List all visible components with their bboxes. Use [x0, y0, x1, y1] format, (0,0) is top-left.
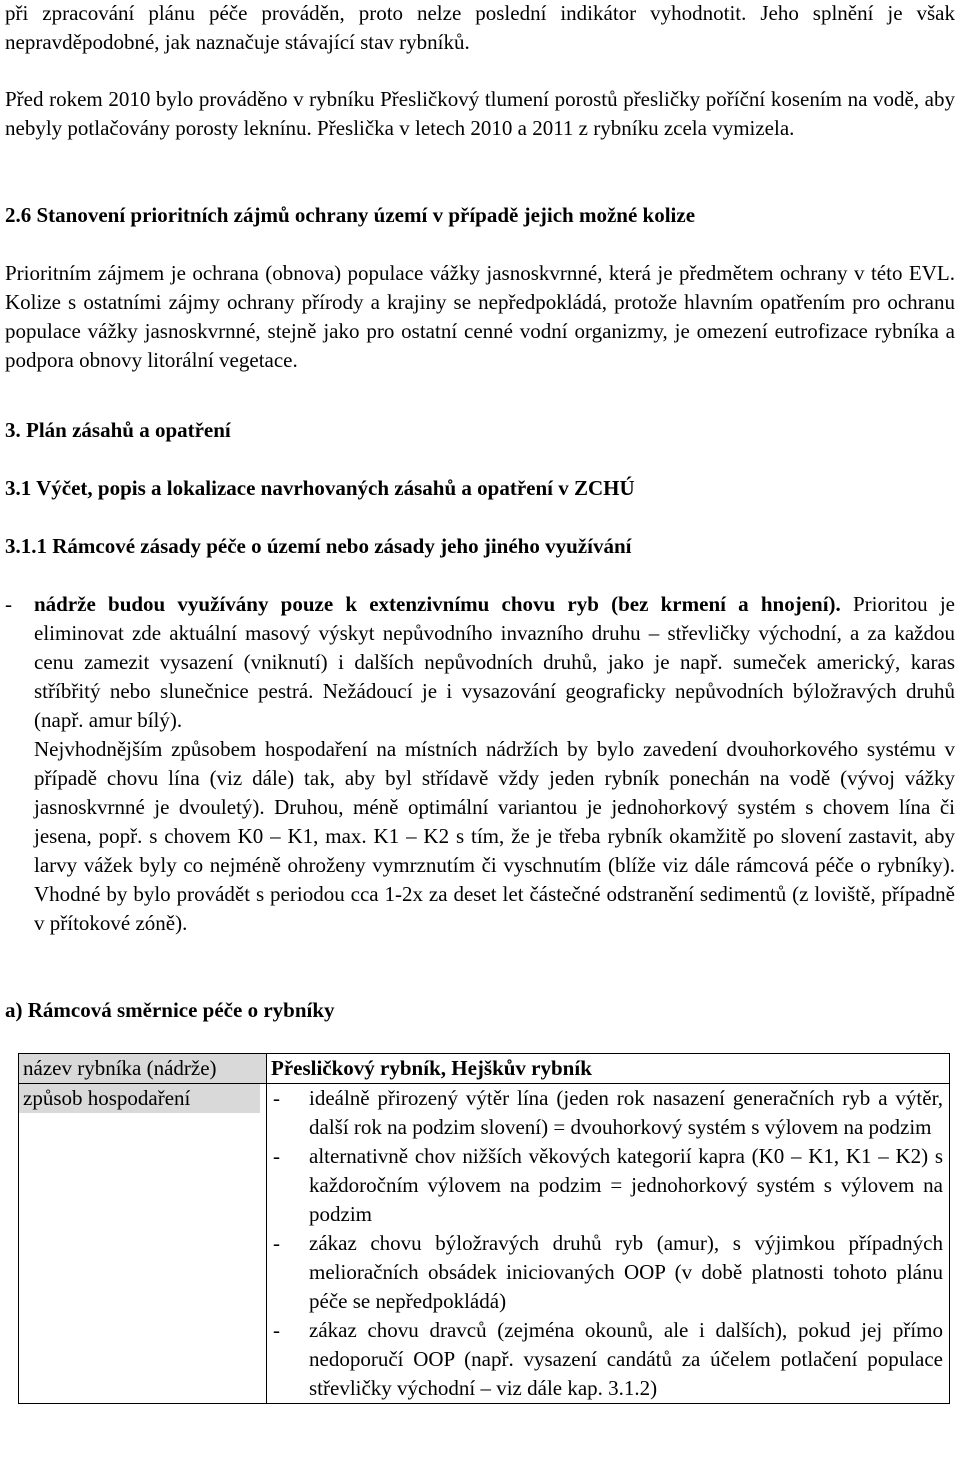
bullet-dash: -: [5, 592, 12, 616]
heading-2-6: 2.6 Stanovení prioritních zájmů ochrany území v případě jejich možné kolize: [5, 203, 696, 227]
heading-a: a) Rámcová směrnice péče o rybníky: [5, 998, 335, 1022]
heading-3-1-1: 3.1.1 Rámcové zásady péče o území nebo zásady jeho jiného využívání: [5, 534, 632, 558]
list-item: - zákaz chovu býložravých druhů ryb (amur), s výjimkou případných melioračních obsádek iniciovaných OOP (v době platnosti tohoto plánu péče se nepředpokládá): [273, 1231, 943, 1313]
intro-tail-paragraph: při zpracování plánu péče prováděn, proto nelze poslední indikátor vyhodnotit. Jeho splnění je však nepravděpodobné, jak naznačuje stávající stav rybníků.: [5, 1, 955, 54]
pond-guideline-table: [18, 1053, 950, 1404]
table-label-pond-name: název rybníka (nádrže): [19, 1054, 267, 1084]
bullet-text-priority: Prioritou je eliminovat zde aktuální masový výskyt nepůvodního invazního druhu – střevličky východní, a za každou cenu zamezit vysazení (vniknutí) i dalších nepůvodních druhů, jako je např. sumeček americký, karas stříbřitý nebo slunečnice pestrá. Nežádoucí je i vysazování geograficky nepůvodních býložravých druhů (např. amur bílý).: [34, 592, 956, 732]
bullet-bold-lead: nádrže budou využívány pouze k extenzivnímu chovu ryb (bez krmení a hnojení).: [34, 592, 841, 616]
table-label-management: způsob hospodaření: [19, 1084, 260, 1113]
heading-3: 3. Plán zásahů a opatření: [5, 418, 231, 442]
table-value-management: [267, 1084, 950, 1404]
table-row: [19, 1084, 950, 1404]
list-item: - alternativně chov nižších věkových kategorií kapra (K0 – K1, K1 – K2) s každoročním výlovem na podzim = jednohorkový systém s výlovem na podzim: [273, 1144, 943, 1226]
table-row: [19, 1054, 950, 1084]
paragraph-2-6: Prioritním zájmem je ochrana (obnova) populace vážky jasnoskvrnné, která je předmětem ochrany v této EVL. Kolize s ostatními zájmy ochrany přírody a krajiny se nepředpokládá, protože hlavním opatřením pro ochranu populace vážky jasnoskvrnné, stejně jako pro ostatní cenné vodní organizmy, je omezení eutrofizace rybníka a podpora obnovy litorální vegetace.: [5, 261, 955, 372]
bullet-text-management: Nejvhodnějším způsobem hospodaření na místních nádržích by bylo zavedení dvouhorkového systému v případě chovu lína (viz dále) tak, aby byl střídavě vždy jeden rybník ponechán na vodě (vývoj vážky jasnoskvrnné je dvouletý). Druhou, méně optimální variantou je jednohorkový systém s chovem lína či jesena, popř. s chovem K0 – K1, max. K1 – K2 s tím, že je třeba rybník okamžitě po slovení zastavit, aby larvy vážek byly co nejméně ohroženy vymrznutím či vyschnutím (blíže viz dále rámcová péče o rybníky). Vhodné by bylo provádět s periodou cca 1-2x za deset let částečné odstranění sedimentů (z loviště, případně v přítokové zóně).: [34, 737, 955, 935]
paragraph-prior-2010: Před rokem 2010 bylo prováděno v rybníku Přesličkový tlumení porostů přesličky poříční kosením na vodě, aby nebyly potlačovány porosty leknínu. Přeslička v letech 2010 a 2011 z rybníku zcela vymizela.: [5, 87, 955, 140]
list-item: - zákaz chovu dravců (zejména okounů, ale i dalších), pokud jej přímo nedoporučí OOP (např. vysazení candátů za účelem potlačení populace střevličky východní – viz dále kap. 3.1.2): [273, 1318, 943, 1400]
heading-3-1: 3.1 Výčet, popis a lokalizace navrhovaných zásahů a opatření v ZCHÚ: [5, 476, 635, 500]
table-value-pond-name: Přesličkový rybník, Hejškův rybník: [267, 1054, 950, 1084]
list-item: - ideálně přirozený výtěr lína (jeden rok nasazení generačních ryb a výtěr, další rok na podzim slovení) = dvouhorkový systém s výlovem na podzim: [273, 1086, 943, 1139]
bullet-extensive-fish-farming: [5, 590, 955, 938]
